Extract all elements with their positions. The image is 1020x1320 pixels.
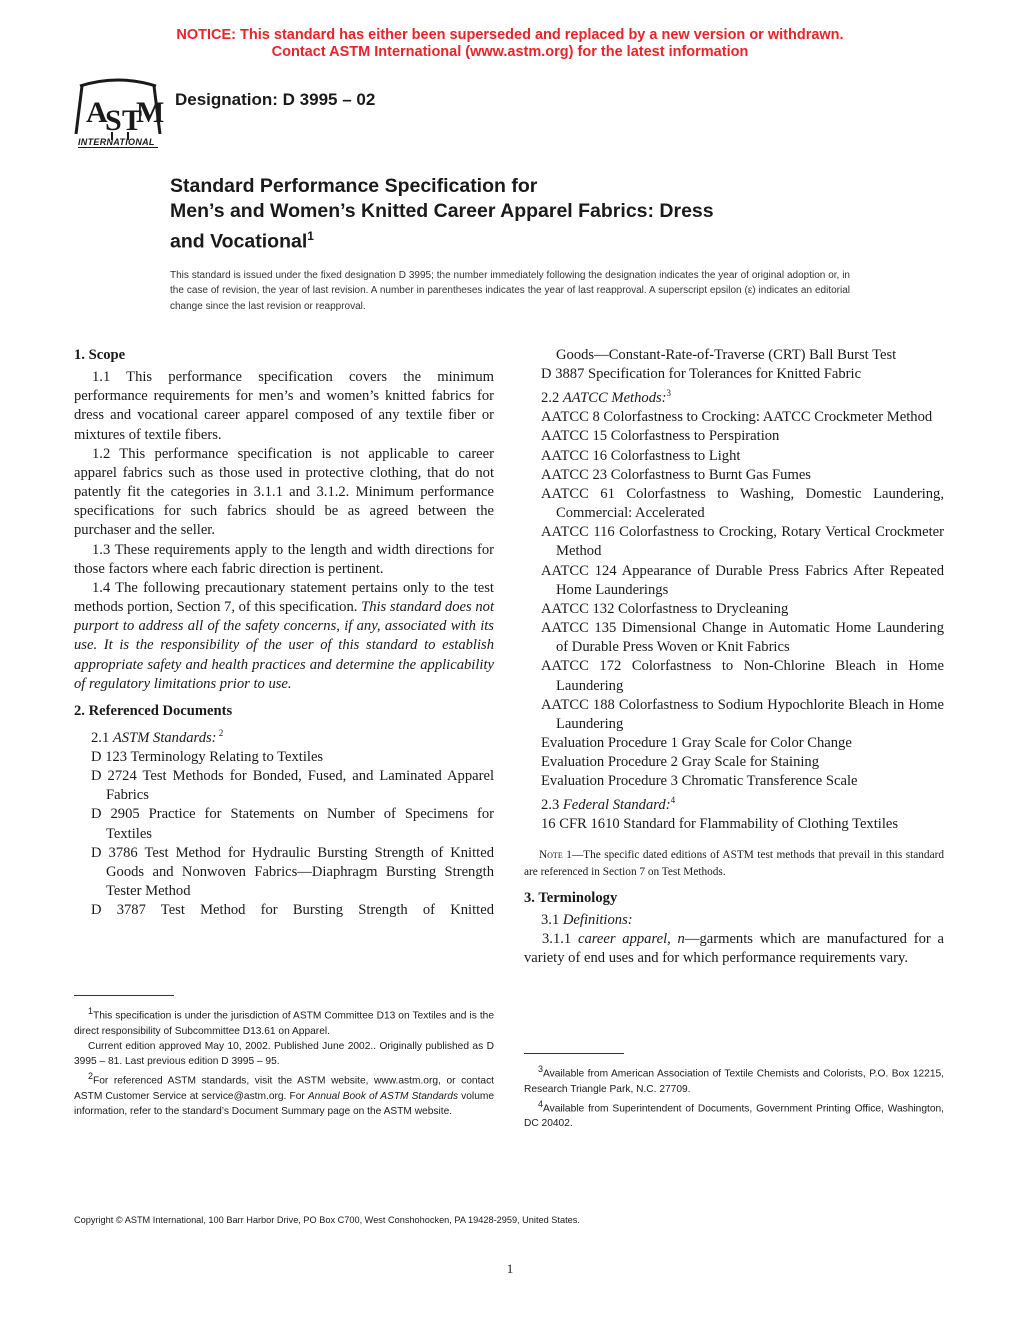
paragraph-1-3: 1.3 These requirements apply to the length and width directions for those factors where each fabric direction is pertinent. bbox=[74, 541, 494, 577]
section-heading-terminology: 3. Terminology bbox=[524, 889, 618, 906]
ref-item-split: D 3787 Test Method for Bursting Strength of Knitted bbox=[91, 902, 494, 919]
note-1: Note 1—The specific dated editions of ASTM test methods that prevail in this standard are referenced in Section 7 on Test Methods. bbox=[524, 848, 944, 878]
logo-underline bbox=[78, 147, 158, 148]
paragraph-1-1: 1.1 This performance specification covers the minimum performance requirements for men’s and women’s knitted fabrics for dress and vocational career apparel composed of any textile fiber or mixtures of textile fibers. bbox=[74, 369, 494, 443]
ref-item: D 3887 Specification for Tolerances for Knitted Fabric bbox=[541, 366, 862, 383]
paragraph-1-4: 1.4 The following precautionary statement pertains only to the test methods portion, Section 7, of this specification. This standard does not purport to address all of the safety concerns, if any, associated with its use. It is the responsibility of the user of this standard to establish appropriate safety and health practices and determine the applicability of regulatory limitations prior to use. bbox=[74, 579, 494, 692]
astm-standards-label: 2.1 ASTM Standards: $^2$ bbox=[91, 727, 224, 746]
ref-item: D 2905 Practice for Statements on Number of Specimens for Textiles bbox=[91, 806, 494, 842]
left-column bbox=[74, 346, 494, 920]
copyright-line: Copyright © ASTM International, 100 Barr Harbor Drive, PO Box C700, West Conshohocken, PA 19428-2959, United States. bbox=[74, 1215, 580, 1225]
footnote-1-edition: Current edition approved May 10, 2002. Published June 2002.. Originally published as D 3995 – 81. Last previous edition D 3995 – 95. bbox=[74, 1040, 494, 1067]
designation: Designation: D 3995 – 02 bbox=[175, 90, 376, 109]
ref-item: D 123 Terminology Relating to Textiles bbox=[91, 748, 324, 765]
right-column bbox=[524, 346, 944, 968]
ref-item: 16 CFR 1610 Standard for Flammability of Clothing Textiles bbox=[541, 816, 899, 833]
ref-item: D 2724 Test Methods for Bonded, Fused, and Laminated Apparel Fabrics bbox=[91, 768, 494, 804]
definitions-label: 3.1 Definitions: bbox=[541, 911, 633, 928]
paragraph-3-1-1: 3.1.1 career apparel, n—garments which are manufactured for a variety of end uses and for which performance requirements vary. bbox=[524, 930, 944, 967]
footnotes-left bbox=[74, 995, 494, 1119]
ref-item: AATCC 23 Colorfastness to Burnt Gas Fumes bbox=[541, 466, 811, 483]
ref-item: AATCC 132 Colorfastness to Drycleaning bbox=[541, 600, 789, 617]
ref-item: AATCC 172 Colorfastness to Non-Chlorine Bleach in Home Laundering bbox=[541, 658, 944, 694]
footnotes-right bbox=[524, 1053, 944, 1132]
ref-item: AATCC 8 Colorfastness to Crocking: AATCC Crockmeter Method bbox=[541, 409, 933, 426]
footnote-3: $^3$Available from American Association of Textile Chemists and Colorists, P.O. Box 12215, Research Triangle Park, N.C. 27709. bbox=[524, 1064, 944, 1095]
footnote-2: $^2$For referenced ASTM standards, visit the ASTM website, www.astm.org, or contact ASTM Customer Service at service@astm.org. For Annual Book of ASTM Standards volume information, refer to the standard’s Document Summary page on the ASTM website. bbox=[74, 1071, 495, 1117]
footnote-rule bbox=[74, 995, 174, 996]
federal-standard-label: 2.3 Federal Standard:$^4$ bbox=[541, 795, 676, 814]
title-line-3: and Vocational$^1$ bbox=[170, 229, 314, 253]
footnote-4: $^4$Available from Superintendent of Documents, Government Printing Office, Washington, DC 20402. bbox=[524, 1098, 944, 1130]
ref-item: Evaluation Procedure 3 Chromatic Transference Scale bbox=[541, 773, 858, 790]
ref-item: D 3786 Test Method for Hydraulic Bursting Strength of Knitted Goods and Nonwoven Fabrics—Diaphragm Bursting Strength Tester Method bbox=[91, 844, 494, 900]
svg-text:A: A bbox=[86, 96, 108, 129]
svg-text:T: T bbox=[122, 104, 143, 137]
logo-wordmark: INTERNATIONAL bbox=[78, 137, 155, 147]
ref-item: AATCC 124 Appearance of Durable Press Fabrics After Repeated Home Launderings bbox=[541, 562, 944, 598]
withdrawal-notice bbox=[0, 27, 1020, 61]
svg-text:S: S bbox=[105, 104, 122, 137]
title-line-1: Standard Performance Specification for bbox=[170, 175, 538, 197]
document-title bbox=[170, 174, 870, 255]
ref-item: AATCC 188 Colorfastness to Sodium Hypochlorite Bleach in Home Laundering bbox=[541, 696, 944, 732]
issuance-statement: This standard is issued under the fixed designation D 3995; the number immediately following the designation indicates the year of original adoption or, in the case of revision, the year of last revision. A number in parentheses indicates the year of last reapproval. A superscript epsilon (ε) indicates an editorial change since the last revision or reapproval. bbox=[170, 270, 850, 312]
ref-item: Evaluation Procedure 1 Gray Scale for Color Change bbox=[541, 734, 852, 751]
section-heading-referenced-documents: 2. Referenced Documents bbox=[74, 702, 233, 719]
page-number: 1 bbox=[506, 1261, 514, 1276]
notice-line-1: NOTICE: This standard has either been superseded and replaced by a new version or withdrawn. bbox=[176, 27, 844, 43]
ref-item: AATCC 135 Dimensional Change in Automatic Home Laundering of Durable Press Woven or Knit Fabrics bbox=[541, 620, 944, 656]
ref-item: AATCC 61 Colorfastness to Washing, Domestic Laundering, Commercial: Accelerated bbox=[541, 485, 944, 522]
ref-item: AATCC 116 Colorfastness to Crocking, Rotary Vertical Crockmeter Method bbox=[541, 524, 944, 560]
section-heading-scope: 1. Scope bbox=[74, 347, 126, 363]
title-line-2: Men’s and Women’s Knitted Career Apparel Fabrics: Dress bbox=[170, 200, 714, 222]
paragraph-1-2: 1.2 This performance specification is not applicable to career apparel fabrics such as those used in protective clothing, that do not patently fit the categories in 3.1.1 and 3.1.2. Minimum performance specifications for such fabrics should be as agreed between the purchaser and the seller. bbox=[74, 445, 494, 539]
footnote-1: $^1$This specification is under the jurisdiction of ASTM Committee D13 on Textiles and is the direct responsibility of Subcommittee D13.61 on Apparel. bbox=[74, 1006, 494, 1037]
ref-item: AATCC 16 Colorfastness to Light bbox=[541, 447, 741, 464]
ref-item: AATCC 15 Colorfastness to Perspiration bbox=[541, 428, 780, 445]
notice-line-2: Contact ASTM International (www.astm.org) for the latest information bbox=[271, 44, 749, 60]
ref-item-continued: Goods—Constant-Rate-of-Traverse (CRT) Ball Burst Test bbox=[556, 347, 897, 363]
aatcc-methods-label: 2.2 AATCC Methods:$^3$ bbox=[541, 388, 672, 407]
ref-item: Evaluation Procedure 2 Gray Scale for Staining bbox=[541, 754, 820, 771]
title-footnote-ref[interactable]: 1 bbox=[307, 229, 314, 243]
footnote-rule bbox=[524, 1053, 624, 1054]
svg-text:M: M bbox=[136, 96, 164, 129]
